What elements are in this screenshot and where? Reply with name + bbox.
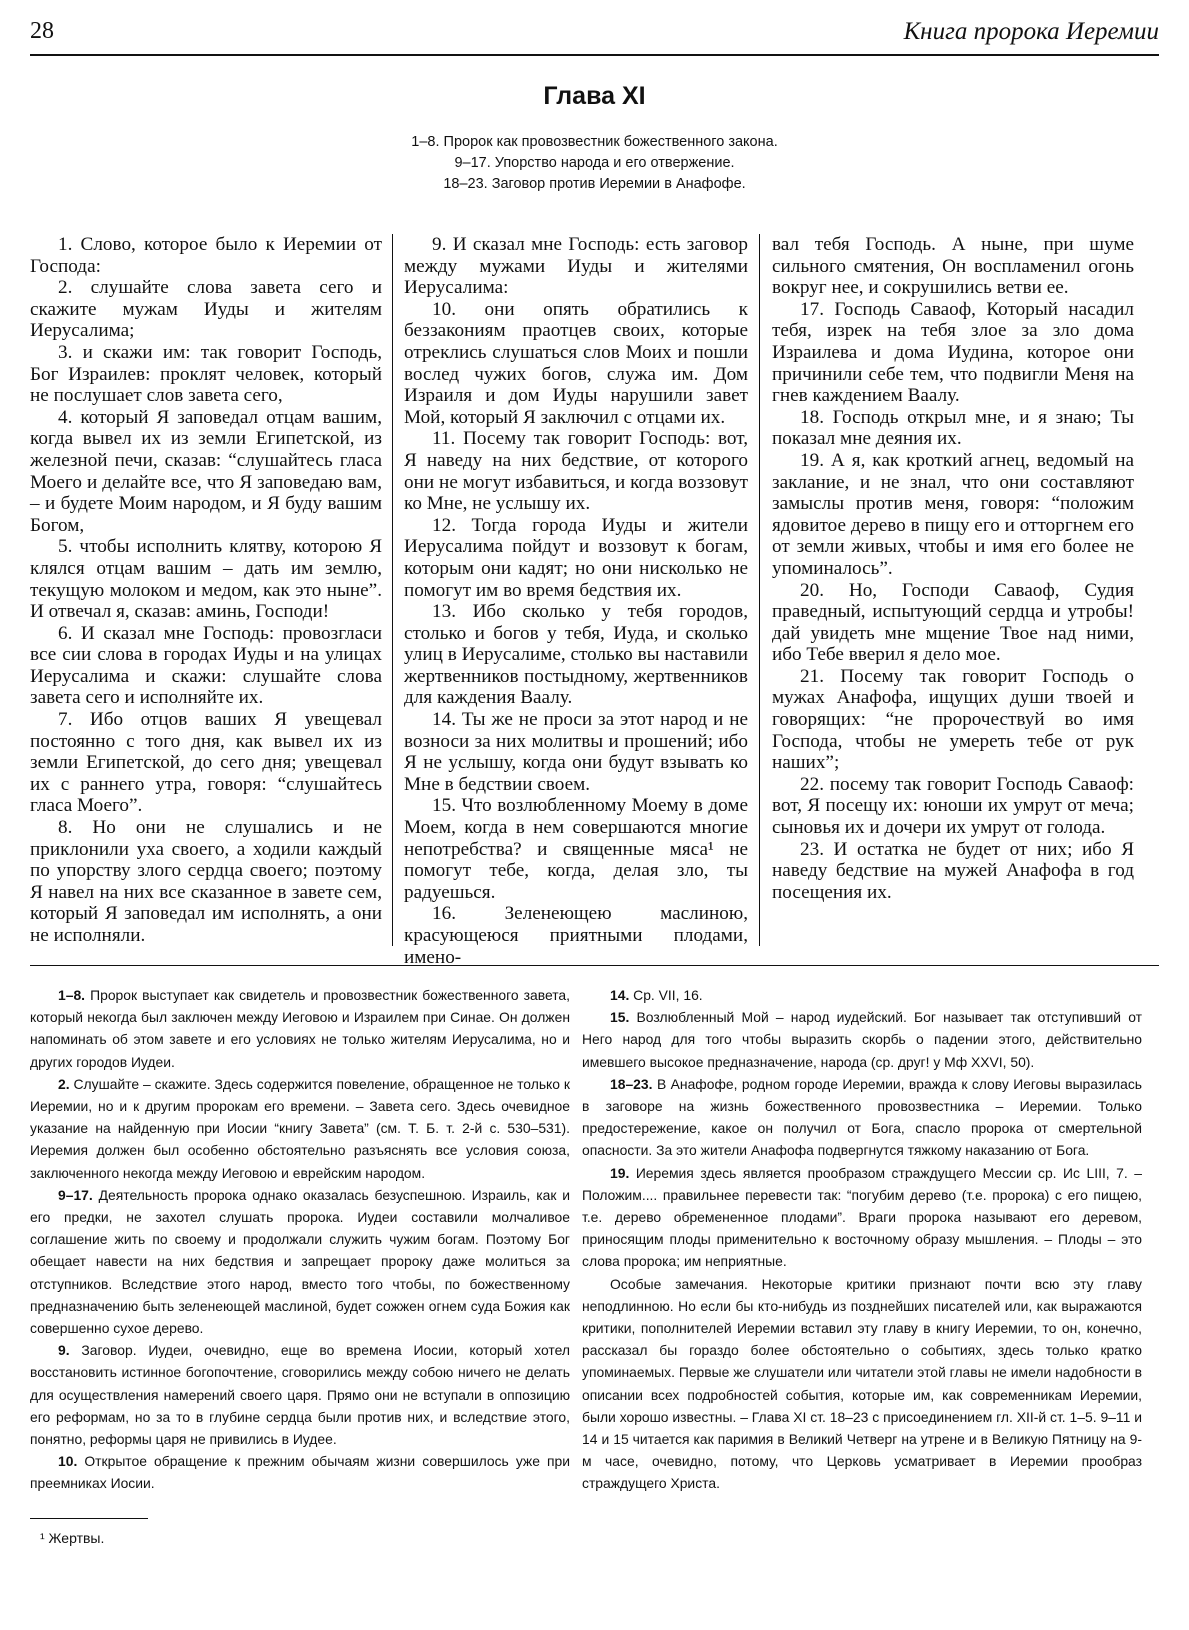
text-column-3 (772, 234, 1134, 946)
verse: 6. И сказал мне Господь: провозгласи все сии слова в городах Иуды и на улицах Иерусалима и скажи: слушайте слова завета сего и исполняйте их. (30, 622, 382, 709)
commentary-ref: 2. (58, 1075, 70, 1092)
verse: 21. Посему так говорит Господь о мужах Анафофа, ищущих души твоей и говорящих: “не пророчествуй во имя Господа, чтобы не умереть тебе от рук наших”; (772, 665, 1134, 774)
column-divider (759, 234, 760, 946)
text-column-1 (30, 234, 382, 946)
verse: 12. Тогда города Иуды и жители Иерусалима пойдут и воззовут к богам, которым они кадят; но они нисколько не помогут им во время бедствия их. (404, 514, 748, 601)
commentary-text: Возлюбленный Мой – народ иудейский. Бог называет так отступивший от Него народ для того чтобы выразить скорбь о падении этого, действительно имевшего высокое предназначение, народа (ср. друг! у Мф XXVI, 50). (582, 1009, 1143, 1070)
commentary-entry (30, 1073, 570, 1184)
commentary-ref: 19. (610, 1164, 630, 1181)
verse: 13. Ибо сколько у тебя городов, столько и богов у тебя, Иуда, и сколько улиц в Иерусалиме, столько вы наставили жертвенников постыдному, жертвенников для каждения Ваалу. (404, 601, 748, 709)
commentary-ref: 1–8. (58, 987, 86, 1003)
verse: 2. слушайте слова завета сего и скажите мужам Иуды и жителям Иерусалима; (30, 277, 382, 342)
verse: 9. И сказал мне Господь: есть заговор между мужами Иуды и жителями Иерусалима: (404, 234, 748, 299)
commentary-entry (30, 1450, 570, 1494)
footnote: ¹ Жертвы. (40, 1530, 105, 1546)
verse: 18. Господь открыл мне, и я знаю; Ты показал мне деяния их. (772, 406, 1134, 450)
commentary-ref: 18–23. (610, 1075, 653, 1092)
verse: 20. Но, Господи Саваоф, Судия праведный, испытующий сердца и утробы! дай увидеть мне мщение Твое над ними, ибо Тебе вверил я дело мое. (772, 579, 1134, 666)
commentary-entry (582, 984, 1142, 1006)
commentary-rule (30, 965, 1159, 966)
verse: 10. они опять обратились к беззакониям праотцев своих, которые отреклись слушаться слов Моих и пошли вослед чужих богов, служа им. Дом Израиля и дом Иуды нарушили завет Мой, который Я заключил с отцами их. (404, 298, 748, 428)
commentary-text: Иеремия здесь является прообразом страждущего Мессии ср. Ис LIII, 7. – Положим.... правильнее перевести так: “погубим дерево (т.е. пророка) с его пищею, т.е. дерево обремененное плодами”. Враги пророка называют его деревом, приносящим плоды применительно к восточному образу мышления. – Плоды – это слова пророка; им неприятные. (582, 1164, 1142, 1270)
verse: 11. Посему так говорит Господь: вот, Я наведу на них бедствие, от которого они не могут избавиться, и когда воззовут ко Мне, не услышу их. (404, 428, 748, 515)
commentary-text: Заговор. Иудеи, очевидно, еще во времена Иосии, который хотел восстановить истинное богопочтение, сговорились между собою ничего не делать для осуществления намерений своего царя. Прямо они не вступали в оппозицию его реформам, но за то в глубине сердца были против них, и вследствие этого, понятно, реформы царя не привились в Иудее. (30, 1342, 570, 1448)
commentary-ref: 9–17. (58, 1186, 93, 1203)
commentary-text: Открытое обращение к прежним обычаям жизни совершилось уже при преемниках Иосии. (30, 1453, 570, 1492)
summary-line: 18–23. Заговор против Иеремии в Анафофе. (443, 176, 746, 192)
chapter-title: Глава XI (543, 82, 646, 110)
page-number: 28 (30, 18, 54, 44)
verse: 14. Ты же не проси за этот народ и не возноси за них молитвы и прошений; ибо Я не услышу, когда они будут взывать ко Мне в бедствии своем. (404, 709, 748, 795)
commentary-entry (30, 1339, 570, 1450)
verse: 4. который Я заповедал отцам вашим, когда вывел их из земли Египетской, из железной печи, сказав: “слушайтесь гласа Моего и делайте все, что Я заповедаю вам, – и будете Моим народом, и Я буду вашим Богом, (30, 406, 382, 536)
verse: 23. И остатка не будет от них; ибо Я наведу бедствие на мужей Анафофа в год посещения их. (772, 838, 1134, 903)
verse: 1. Слово, которое было к Иеремии от Господа: (30, 234, 382, 277)
chapter-summary (0, 132, 1189, 195)
commentary-entry (582, 1073, 1142, 1162)
commentary-text: Деятельность пророка однако оказалась безуспешною. Израиль, как и его предки, не захотел слушать пророка. Иудеи составили молчаливое соглашение жить по своему и продолжали служить чужим богам. Поэтому Бог обещает навести на них бедствия и запрещает пророку даже молиться за отступников. Вследствие этого народ, вместо того чтобы, по божественному предназначению быть зеленеющей маслиной, будет сожжен огнем суда Божия как совершенно сухое дерево. (30, 1186, 571, 1337)
text-column-2 (404, 234, 748, 968)
summary-line: 1–8. Пророк как провозвестник божественного закона. (411, 134, 778, 150)
commentary-ref: 9. (58, 1342, 70, 1359)
commentary-text: В Анафофе, родном городе Иеремии, вражда к слову Иеговы выразилась в заговоре на жизнь божественного провозвестника – Иеремии. Только предостережение, какое он получил от Бога, спасло пророка от смертельной опасности. За это жители Анафофа подвергнутся тяжкому наказанию от Бога. (582, 1075, 1142, 1159)
commentary-entry (582, 1273, 1142, 1495)
summary-line: 9–17. Упорство народа и его отвержение. (454, 155, 735, 171)
verse: 5. чтобы исполнить клятву, которою Я клялся отцам вашим – дать им землю, текущую молоком и медом, как это ныне”. И отвечал я, сказав: аминь, Господи! (30, 536, 382, 623)
commentary-entry (582, 1006, 1142, 1073)
verse: 16. Зеленеющею маслиною, красующеюся приятными плодами, имено- (404, 903, 748, 968)
commentary-column-2 (582, 984, 1142, 1504)
commentary-ref: 10. (58, 1453, 78, 1470)
verse: 7. Ибо отцов ваших Я увещевал постоянно с того дня, как вывел их из земли Египетской, до сего дня; увещевал их с раннего утра, говоря: “слушайтесь гласа Моего”. (30, 709, 382, 817)
commentary-entry (30, 984, 570, 1073)
commentary-entry (582, 1162, 1142, 1273)
verse: 3. и скажи им: так говорит Господь, Бог Израилев: проклят человек, который не послушает слов завета сего, (30, 341, 382, 407)
column-divider (392, 234, 393, 946)
footnote-rule (30, 1518, 148, 1519)
header-rule (30, 54, 1159, 56)
commentary-entry (30, 1184, 570, 1339)
verse: 17. Господь Саваоф, Который насадил тебя, изрек на тебя злое за зло дома Израилева и дома Иудина, которое они причинили себе тем, что подвигли Меня на гнев каждением Ваалу. (772, 298, 1134, 407)
commentary-ref: 15. (610, 1009, 630, 1026)
commentary-column-1 (30, 984, 570, 1504)
commentary-ref: 14. (610, 987, 630, 1003)
page-header (30, 18, 1159, 52)
commentary-text: Особые замечания. Некоторые критики признают почти всю эту главу неподлинною. Но если бы кто-нибудь из позднейших писателей или, как выражаются критики, пополнителей Иеремии вставил эту главу в книгу Иеремии, то он, конечно, рассказал бы гораздо более обстоятельно о событиях, здесь только кратко упоминаемых. Первые же слушатели или читатели этой главы не имели надобности в описании всех подробностей события, которые им, как современникам Иеремии, были хорошо известны. – Глава XI ст. 18–23 с присоединением гл. XII-й ст. 1–5. 9–11 и 14 и 15 читается как паримия в Великий Четверг на утрене и в Великую Пятницу на 9-м часе, очевидно, потому, что Церковь усматривает в Иеремии прообраз страждущего Христа. (582, 1275, 1142, 1492)
verse: 15. Что возлюбленному Моему в доме Моем, когда в нем совершаются многие непотребства? и священные мяса¹ не помогут тебе, когда, делая зло, ты радуешься. (404, 795, 748, 903)
commentary-text: Ср. VII, 16. (633, 987, 703, 1003)
verse: 8. Но они не слушались и не приклонили уха своего, а ходили каждый по упорству злого сердца своего; поэтому Я навел на них все сказанное в завете сем, который Я заповедал им исполнять, а они не исполняли. (30, 817, 382, 946)
commentary-text: Слушайте – скажите. Здесь содержится повеление, обращенное не только к Иеремии, но и к другим пророкам его времени. – Завета сего. Здесь очевидное указание на найденную при Иосии “книгу Завета” (см. Т. Б. т. 2-й с. 530–531). Иеремия должен был особенно обстоятельно разъяснять все условия союза, заключенного некогда между Иеговою и еврейским народом. (30, 1075, 570, 1181)
verse: вал тебя Господь. А ныне, при шуме сильного смятения, Он воспламенил огонь вокруг нее, и сокрушились ветви ее. (772, 234, 1134, 299)
verse: 19. А я, как кроткий агнец, ведомый на заклание, и не знал, что они составляют замыслы против меня, говоря: “положим ядовитое дерево в пищу его и отторгнем его от земли живых, чтобы и имя его более не упоминалось”. (772, 449, 1134, 579)
verse: 22. посему так говорит Господь Саваоф: вот, Я посещу их: юноши их умрут от меча; сыновья их и дочери их умрут от голода. (772, 773, 1134, 839)
running-title: Книга пророка Иеремии (903, 18, 1159, 45)
commentary-text: Пророк выступает как свидетель и провозвестник божественного завета, который некогда был заключен между Иеговою и Израилем при Синае. Он должен напоминать об этом завете и его условиях не только жителям Иерусалима, но и других городов Иудеи. (30, 987, 571, 1070)
